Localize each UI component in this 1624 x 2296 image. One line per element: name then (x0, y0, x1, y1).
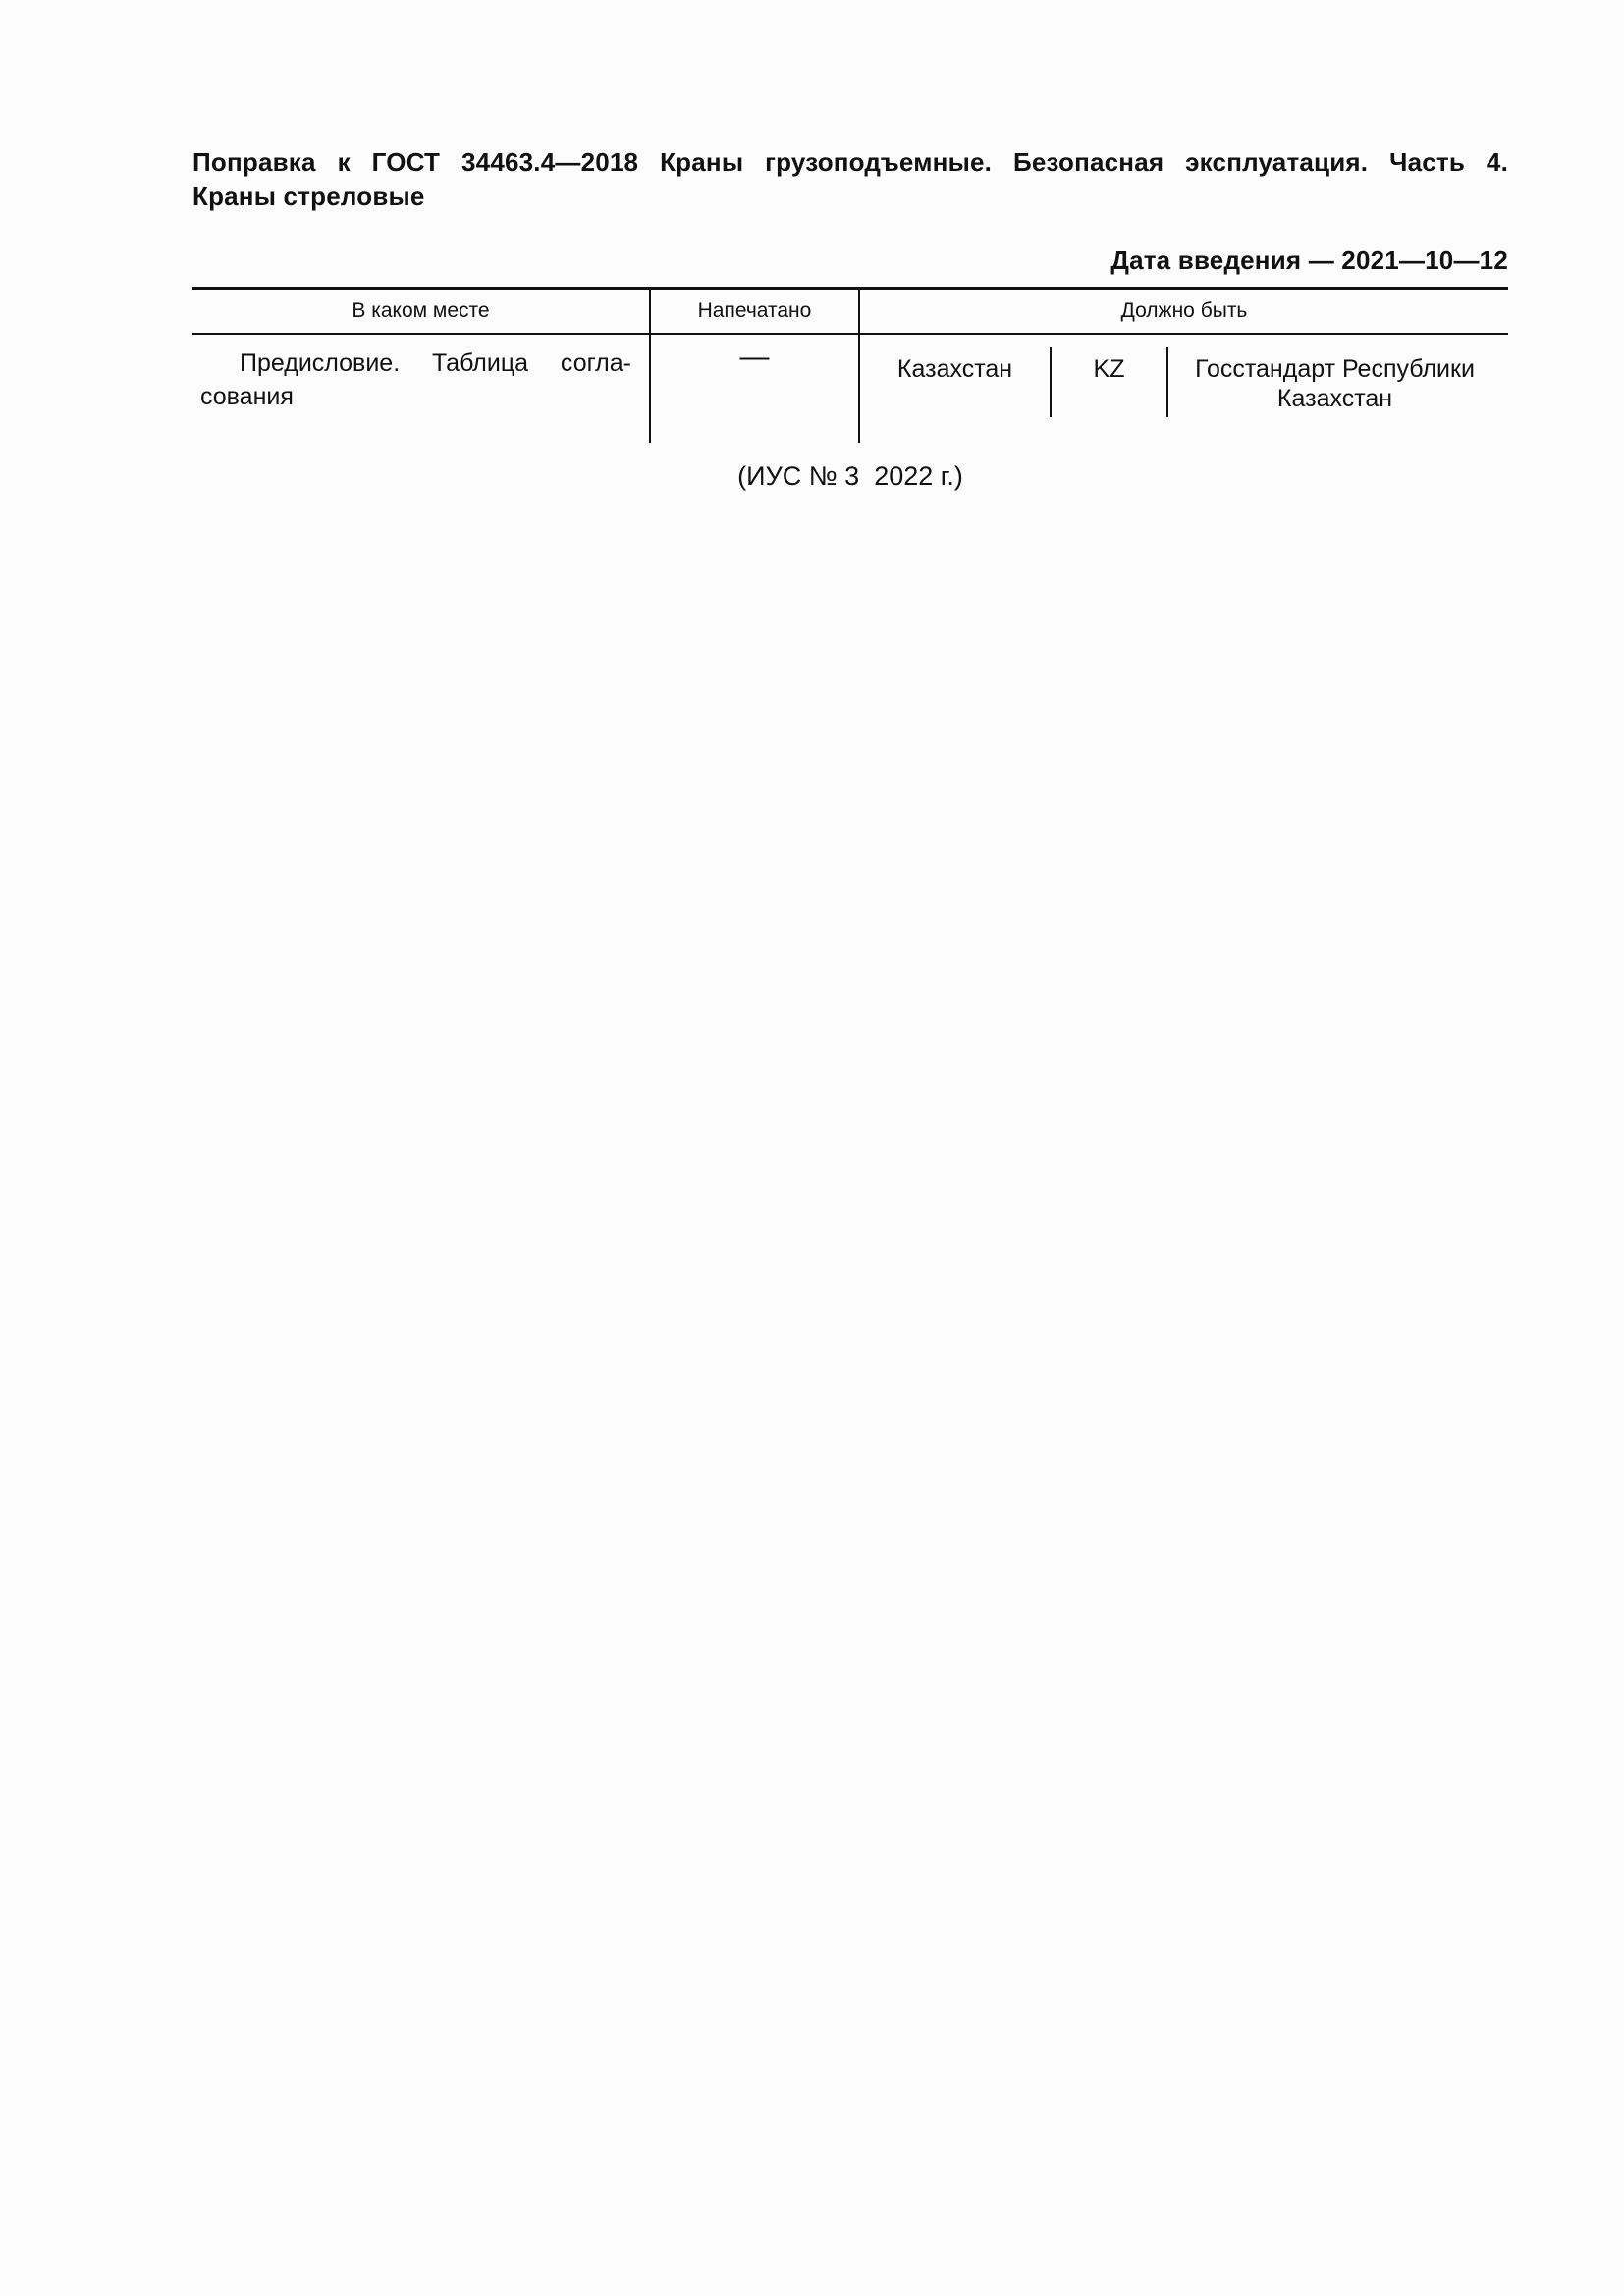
should-be-subcells (860, 335, 1508, 443)
effective-date: Дата введения — 2021—10—12 (1110, 245, 1508, 275)
cell-where-line-2: сования (200, 383, 294, 410)
table-row (192, 334, 1508, 443)
should-be-body (1168, 347, 1501, 417)
footer-source-text: (ИУС № 3 2022 г.) (737, 461, 963, 491)
cell-where (192, 334, 650, 443)
header-printed: Напечатано (650, 289, 859, 335)
footer-source (192, 459, 1508, 493)
cell-where-line-1: Предисловие. Таблица согла- (240, 349, 631, 377)
cell-printed: — (650, 334, 859, 443)
should-be-body-line-2: Казахстан (1276, 385, 1393, 412)
document-title-line-2: Краны стреловые (192, 182, 425, 211)
document-page (192, 145, 1508, 491)
table-header-row (192, 289, 1508, 335)
should-be-code: KZ (1052, 347, 1168, 417)
should-be-country: Казахстан (860, 347, 1052, 417)
document-title (192, 145, 1508, 214)
document-title-line-1: Поправка к ГОСТ 34463.4—2018 Краны грузоподъемные. Безопасная эксплуатация. Часть 4. (192, 147, 1508, 177)
cell-should-be (859, 334, 1508, 443)
amendment-table (192, 287, 1508, 443)
header-where: В каком месте (192, 289, 650, 335)
should-be-body-line-1: Госстандарт Республики (1195, 355, 1475, 383)
header-should-be: Должно быть (859, 289, 1508, 335)
